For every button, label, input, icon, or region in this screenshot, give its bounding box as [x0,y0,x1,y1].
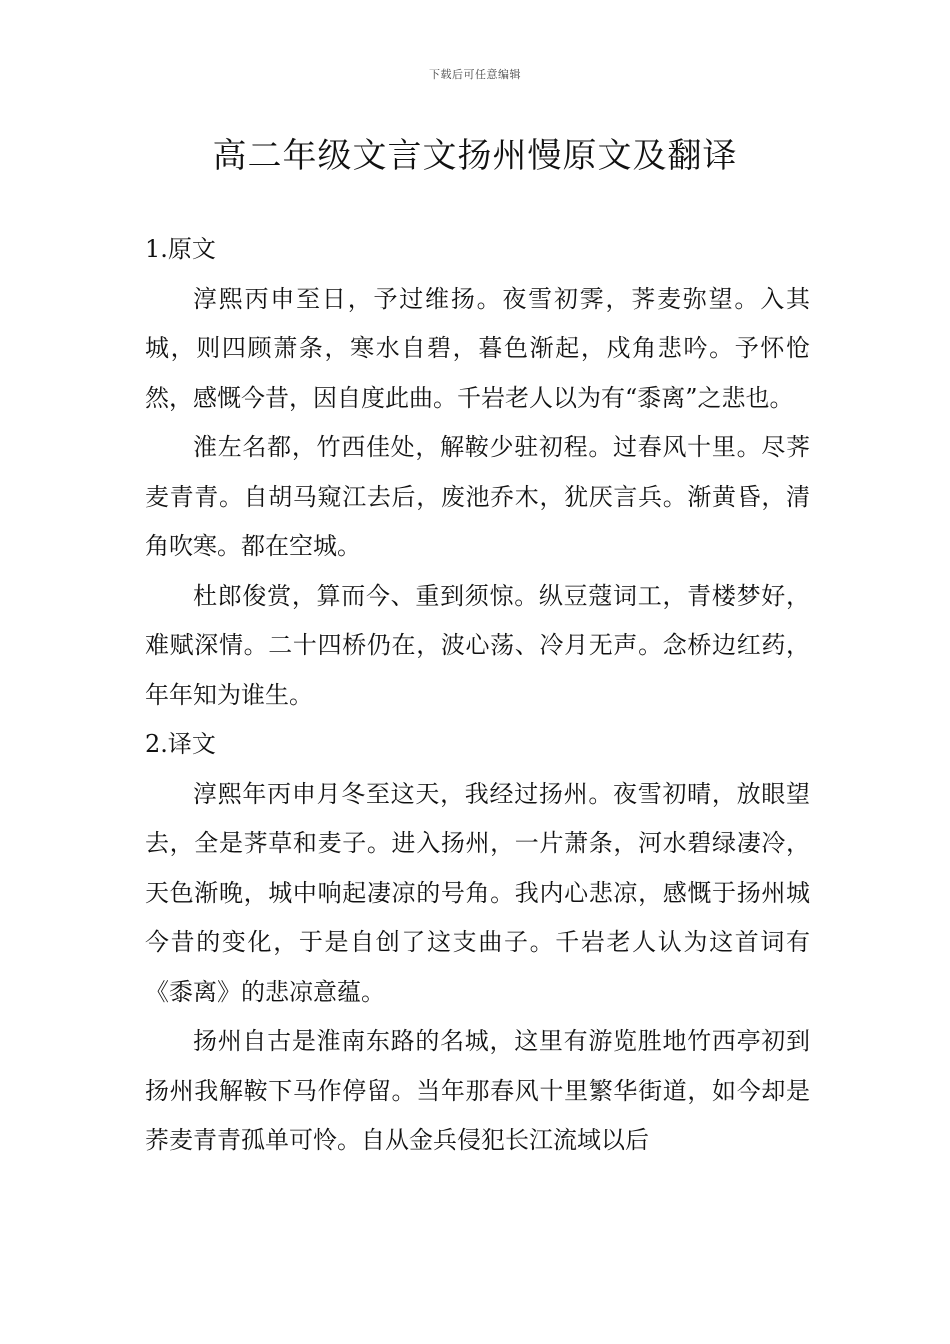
document-title: 高二年级文言文扬州慢原文及翻译 [212,136,738,176]
paragraph: 淳熙丙申至日，予过维扬。夜雪初霁，荠麦弥望。入其城，则四顾萧条，寒水自碧，暮色渐起，戍角悲吟。予怀怆然，感慨今昔，因自度此曲。千岩老人以为有“黍离”之悲也。 [145,284,810,412]
paragraph: 扬州自古是淮南东路的名城，这里有游览胜地竹西亭初到扬州我解鞍下马作停留。当年那春风十里繁华街道，如今却是荞麦青青孤单可怜。自从金兵侵犯长江流域以后 [145,1027,810,1154]
section-heading-original: 1.原文 [145,235,216,263]
section-heading-translation: 2.译文 [145,730,216,758]
paragraph: 淳熙年丙申月冬至这天，我经过扬州。夜雪初晴，放眼望去，全是荠草和麦子。进入扬州，一片萧条，河水碧绿凄冷，天色渐晚，城中响起凄凉的号角。我内心悲凉，感慨于扬州城今昔的变化，于是自创了这支曲子。千岩老人认为这首词有《黍离》的悲凉意蕴。 [145,779,810,1006]
document-body [145,225,810,1166]
paragraph: 淮左名都，竹西佳处，解鞍少驻初程。过春风十里。尽荠麦青青。自胡马窥江去后，废池乔木，犹厌言兵。渐黄昏，清角吹寒。都在空城。 [145,433,810,560]
header-note: 下载后可任意编辑 [429,68,521,81]
paragraph: 杜郎俊赏，算而今、重到须惊。纵豆蔻词工，青楼梦好，难赋深情。二十四桥仍在，波心荡、冷月无声。念桥边红药，年年知为谁生。 [145,581,810,709]
